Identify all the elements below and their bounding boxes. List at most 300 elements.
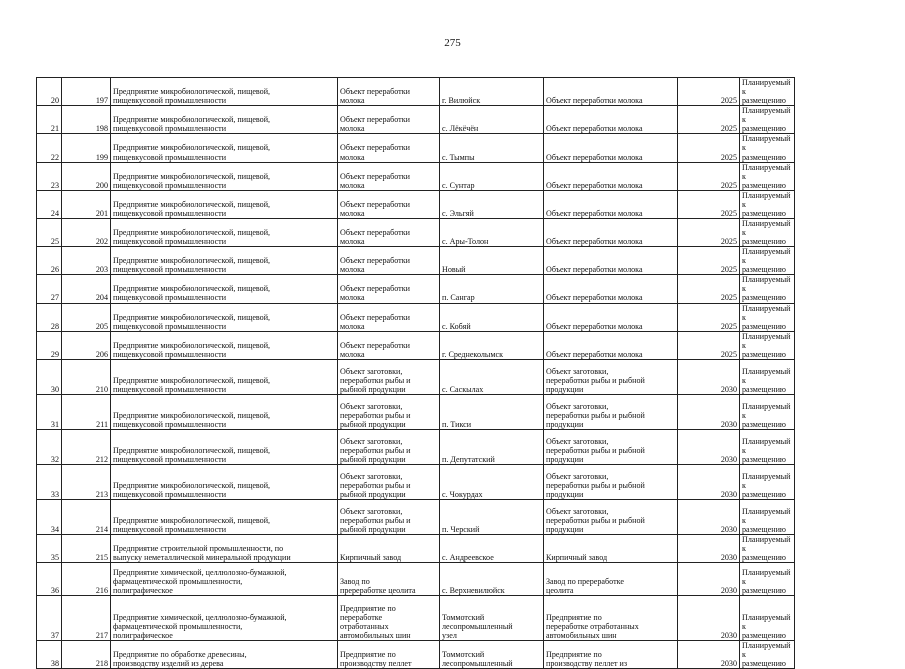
table-row [37, 429, 795, 464]
location-cell [440, 499, 544, 534]
row-number-cell [37, 78, 62, 106]
year-cell [678, 534, 740, 562]
enterprise-type-cell [111, 359, 338, 394]
object-purpose: Объект переработки молока [546, 293, 643, 303]
object-code: 199 [95, 152, 108, 162]
object-purpose: Завод по пререработке цеолита [546, 576, 624, 595]
year: 2025 [720, 293, 737, 303]
status-cell [740, 303, 795, 331]
enterprise-type-cell [111, 563, 338, 596]
status-cell [740, 429, 795, 464]
object-purpose-cell [544, 563, 678, 596]
enterprise-type-cell [111, 641, 338, 669]
object-name-cell [338, 359, 440, 394]
row-number: 34 [50, 524, 59, 534]
table-row [37, 534, 795, 562]
table-row [37, 134, 795, 162]
year-cell [678, 429, 740, 464]
object-purpose: Объект переработки молока [546, 237, 643, 247]
status-cell [740, 247, 795, 275]
row-number: 24 [50, 208, 59, 218]
status-cell [740, 331, 795, 359]
row-number-cell [37, 190, 62, 218]
row-number-cell [37, 641, 62, 669]
location: с. Андреевское [442, 553, 494, 562]
row-number-cell [37, 331, 62, 359]
row-number: 30 [50, 384, 59, 394]
row-number: 33 [50, 489, 59, 499]
object-name-cell [338, 394, 440, 429]
year: 2030 [720, 586, 737, 595]
object-name-cell [338, 429, 440, 464]
object-name-cell [338, 303, 440, 331]
object-code: 218 [95, 659, 108, 669]
enterprise-type: Предприятие микробиологической, пищевой, пищевкусовой промышленности [113, 143, 271, 162]
enterprise-type-cell [111, 78, 338, 106]
table-row [37, 247, 795, 275]
table-row [37, 641, 795, 669]
object-purpose-cell [544, 134, 678, 162]
object-purpose-cell [544, 394, 678, 429]
object-code: 217 [95, 631, 108, 640]
row-number: 36 [50, 586, 59, 595]
object-purpose-cell [544, 534, 678, 562]
status: Планируемый к размещению [742, 218, 791, 247]
year: 2030 [720, 384, 737, 394]
status: Планируемый к размещению [742, 275, 791, 303]
row-number-cell [37, 303, 62, 331]
location: с. Верхневилюйск [442, 586, 505, 595]
status-cell [740, 134, 795, 162]
object-name-cell [338, 641, 440, 669]
year-cell [678, 275, 740, 303]
object-name-cell [338, 464, 440, 499]
year: 2030 [720, 524, 737, 534]
status-cell [740, 563, 795, 596]
enterprise-type-cell [111, 106, 338, 134]
location-cell [440, 303, 544, 331]
status-cell [740, 275, 795, 303]
object-purpose-cell [544, 641, 678, 669]
year-cell [678, 162, 740, 190]
object-purpose: Объект переработки молока [546, 180, 643, 190]
enterprise-type-cell [111, 218, 338, 246]
object-name: Объект переработки молока [340, 284, 410, 303]
object-purpose: Объект переработки молока [546, 124, 643, 134]
object-name-cell [338, 499, 440, 534]
row-number-cell [37, 162, 62, 190]
enterprise-type-cell [111, 331, 338, 359]
object-purpose: Объект переработки молока [546, 265, 643, 275]
location: с. Чокурдах [442, 489, 483, 499]
object-purpose: Объект переработки молока [546, 321, 643, 331]
object-purpose: Кирпичный завод [546, 553, 608, 562]
status: Планируемый к размещению [742, 471, 791, 499]
enterprise-type-cell [111, 394, 338, 429]
location-cell [440, 190, 544, 218]
enterprise-type: Предприятие микробиологической, пищевой, пищевкусовой промышленности [113, 445, 271, 464]
location-cell [440, 331, 544, 359]
object-code-cell [62, 331, 111, 359]
status: Планируемый к размещению [742, 162, 791, 190]
enterprise-type: Предприятие строительной промышленности, по выпуску неметаллической минеральной продукции [113, 543, 291, 562]
enterprise-type-cell [111, 464, 338, 499]
row-number: 23 [50, 180, 59, 190]
object-purpose-cell [544, 162, 678, 190]
location-cell [440, 247, 544, 275]
location-cell [440, 359, 544, 394]
status: Планируемый к размещению [742, 366, 791, 394]
location-cell [440, 218, 544, 246]
object-purpose-cell [544, 303, 678, 331]
object-name: Объект заготовки, переработки рыбы и рыбной продукции [340, 401, 411, 429]
object-code-cell [62, 218, 111, 246]
table-row [37, 499, 795, 534]
row-number: 25 [50, 237, 59, 247]
object-name-cell [338, 275, 440, 303]
year-cell [678, 303, 740, 331]
row-number: 32 [50, 454, 59, 464]
status-cell [740, 534, 795, 562]
location: с. Эльгяй [442, 208, 474, 218]
object-name: Завод по пререработке цеолита [340, 576, 416, 595]
status: Планируемый к размещению [742, 401, 791, 429]
year-cell [678, 464, 740, 499]
object-name-cell [338, 247, 440, 275]
status: Планируемый к размещению [742, 534, 791, 562]
object-name-cell [338, 106, 440, 134]
object-purpose: Предприятие по производству пеллет из [546, 650, 628, 669]
table-row [37, 331, 795, 359]
location-cell [440, 106, 544, 134]
year-cell [678, 218, 740, 246]
enterprise-type: Предприятие микробиологической, пищевой, пищевкусовой промышленности [113, 256, 271, 275]
year: 2030 [720, 631, 737, 640]
object-code: 197 [95, 96, 108, 106]
location-cell [440, 641, 544, 669]
location: Новый [442, 265, 466, 275]
object-code-cell [62, 534, 111, 562]
object-code: 215 [95, 553, 108, 562]
object-code: 204 [95, 293, 108, 303]
object-purpose: Объект переработки молока [546, 96, 643, 106]
table-row [37, 275, 795, 303]
location: п. Сангар [442, 293, 475, 303]
location: с. Сунтар [442, 180, 475, 190]
enterprise-type: Предприятие микробиологической, пищевой, пищевкусовой промышленности [113, 515, 271, 534]
year-cell [678, 641, 740, 669]
table-row [37, 596, 795, 641]
status-cell [740, 359, 795, 394]
year: 2025 [720, 265, 737, 275]
object-name: Кирпичный завод [340, 553, 402, 562]
status-cell [740, 499, 795, 534]
object-purpose: Объект заготовки, переработки рыбы и рыбной продукции [546, 366, 645, 394]
object-name-cell [338, 331, 440, 359]
object-code: 212 [95, 454, 108, 464]
row-number: 26 [50, 265, 59, 275]
enterprise-type-cell [111, 534, 338, 562]
row-number: 35 [50, 553, 59, 562]
object-name: Объект заготовки, переработки рыбы и рыбной продукции [340, 366, 411, 394]
object-purpose-cell [544, 596, 678, 641]
object-name: Предприятие по переработке отработанных автомобильных шин [340, 603, 411, 640]
row-number-cell [37, 134, 62, 162]
enterprise-type-cell [111, 429, 338, 464]
object-name: Объект переработки молока [340, 171, 410, 190]
object-code-cell [62, 106, 111, 134]
location: с. Лёкёчён [442, 124, 479, 134]
object-name-cell [338, 534, 440, 562]
object-name-cell [338, 190, 440, 218]
object-purpose-cell [544, 429, 678, 464]
year-cell [678, 331, 740, 359]
year-cell [678, 563, 740, 596]
year: 2025 [720, 349, 737, 359]
object-code: 213 [95, 489, 108, 499]
object-code: 206 [95, 349, 108, 359]
row-number: 37 [50, 631, 59, 640]
object-code-cell [62, 247, 111, 275]
location: с. Саскылах [442, 384, 484, 394]
status: Планируемый к размещению [742, 641, 791, 669]
object-name: Объект заготовки, переработки рыбы и рыбной продукции [340, 471, 411, 499]
object-code: 211 [96, 419, 108, 429]
location: с. Ары-Толон [442, 237, 489, 247]
table-row [37, 464, 795, 499]
object-name-cell [338, 134, 440, 162]
enterprise-type: Предприятие химической, целлюлозно-бумажной, фармацевтической промышленности, полиграфическое [113, 612, 287, 640]
location-cell [440, 134, 544, 162]
status: Планируемый к размещению [742, 134, 791, 162]
object-code-cell [62, 303, 111, 331]
status: Планируемый к размещению [742, 190, 791, 218]
object-code-cell [62, 78, 111, 106]
enterprise-type: Предприятие химической, целлюлозно-бумажной, фармацевтической промышленности, полиграфическое [113, 567, 287, 595]
location-cell [440, 162, 544, 190]
register-table [36, 77, 795, 669]
enterprise-type: Предприятие микробиологической, пищевой, пищевкусовой промышленности [113, 340, 271, 359]
location-cell [440, 563, 544, 596]
status-cell [740, 641, 795, 669]
object-purpose: Объект заготовки, переработки рыбы и рыбной продукции [546, 471, 645, 499]
year: 2030 [720, 419, 737, 429]
table-row [37, 78, 795, 106]
enterprise-type-cell [111, 162, 338, 190]
location-cell [440, 275, 544, 303]
location: п. Тикси [442, 419, 472, 429]
object-purpose-cell [544, 275, 678, 303]
object-purpose-cell [544, 78, 678, 106]
row-number-cell [37, 429, 62, 464]
row-number-cell [37, 464, 62, 499]
object-name: Объект переработки молока [340, 115, 410, 134]
row-number-cell [37, 563, 62, 596]
object-code-cell [62, 394, 111, 429]
object-name: Предприятие по производству пеллет [340, 650, 412, 669]
object-purpose-cell [544, 464, 678, 499]
enterprise-type-cell [111, 134, 338, 162]
year: 2025 [720, 96, 737, 106]
object-name: Объект переработки молока [340, 256, 410, 275]
table-row [37, 563, 795, 596]
object-name: Объект переработки молока [340, 143, 410, 162]
object-code: 214 [95, 524, 108, 534]
year-cell [678, 394, 740, 429]
register-body [37, 78, 795, 669]
location: Томмотский лесопромышленный узел [442, 612, 513, 640]
object-code-cell [62, 275, 111, 303]
object-name: Объект переработки молока [340, 199, 410, 218]
status: Планируемый к размещению [742, 436, 791, 464]
enterprise-type: Предприятие микробиологической, пищевой, пищевкусовой промышленности [113, 171, 271, 190]
status-cell [740, 190, 795, 218]
year: 2025 [720, 321, 737, 331]
object-code: 203 [95, 265, 108, 275]
table-row [37, 303, 795, 331]
table-row [37, 359, 795, 394]
location: с. Тымпы [442, 152, 475, 162]
location: Томмотский лесопромышленный [442, 650, 513, 669]
object-name: Объект заготовки, переработки рыбы и рыбной продукции [340, 506, 411, 534]
year: 2025 [720, 180, 737, 190]
object-code-cell [62, 429, 111, 464]
year: 2025 [720, 124, 737, 134]
object-code-cell [62, 464, 111, 499]
location: г. Среднеколымск [442, 349, 504, 359]
object-purpose-cell [544, 106, 678, 134]
table-row [37, 106, 795, 134]
status: Планируемый к размещению [742, 612, 791, 640]
object-name: Объект переработки молока [340, 87, 410, 106]
status: Планируемый к размещению [742, 78, 791, 106]
row-number-cell [37, 499, 62, 534]
status-cell [740, 596, 795, 641]
location: п. Депутатский [442, 454, 495, 464]
object-purpose: Объект переработки молока [546, 152, 643, 162]
object-name-cell [338, 162, 440, 190]
status: Планируемый к размещению [742, 247, 791, 275]
object-name-cell [338, 563, 440, 596]
object-code-cell [62, 134, 111, 162]
row-number-cell [37, 275, 62, 303]
location-cell [440, 596, 544, 641]
object-code-cell [62, 596, 111, 641]
year-cell [678, 106, 740, 134]
status: Планируемый к размещению [742, 567, 791, 595]
object-name: Объект переработки молока [340, 312, 410, 331]
object-code-cell [62, 641, 111, 669]
year: 2030 [720, 489, 737, 499]
row-number: 38 [50, 659, 59, 669]
object-code: 201 [95, 208, 108, 218]
year-cell [678, 78, 740, 106]
year: 2025 [720, 237, 737, 247]
location-cell [440, 429, 544, 464]
year-cell [678, 190, 740, 218]
row-number: 20 [50, 96, 59, 106]
object-purpose: Объект заготовки, переработки рыбы и рыбной продукции [546, 436, 645, 464]
year-cell [678, 134, 740, 162]
row-number: 27 [50, 293, 59, 303]
enterprise-type: Предприятие микробиологической, пищевой, пищевкусовой промышленности [113, 228, 271, 247]
row-number-cell [37, 359, 62, 394]
object-name: Объект заготовки, переработки рыбы и рыбной продукции [340, 436, 411, 464]
object-code-cell [62, 499, 111, 534]
location-cell [440, 534, 544, 562]
enterprise-type: Предприятие по обработке древесины, производству изделий из дерева [113, 650, 247, 669]
enterprise-type-cell [111, 499, 338, 534]
enterprise-type-cell [111, 190, 338, 218]
row-number: 29 [50, 349, 59, 359]
object-name-cell [338, 78, 440, 106]
object-code: 200 [95, 180, 108, 190]
row-number-cell [37, 106, 62, 134]
row-number: 28 [50, 321, 59, 331]
object-code: 205 [95, 321, 108, 331]
enterprise-type: Предприятие микробиологической, пищевой, пищевкусовой промышленности [113, 199, 271, 218]
row-number: 31 [50, 419, 59, 429]
table-row [37, 190, 795, 218]
year: 2030 [720, 659, 737, 669]
location-cell [440, 78, 544, 106]
row-number-cell [37, 596, 62, 641]
status: Планируемый к размещению [742, 506, 791, 534]
status-cell [740, 394, 795, 429]
status-cell [740, 78, 795, 106]
table-row [37, 162, 795, 190]
object-code-cell [62, 162, 111, 190]
location: с. Кобяй [442, 321, 471, 331]
object-purpose-cell [544, 499, 678, 534]
object-code: 210 [95, 384, 108, 394]
enterprise-type-cell [111, 275, 338, 303]
year: 2025 [720, 152, 737, 162]
table-row [37, 218, 795, 246]
enterprise-type-cell [111, 247, 338, 275]
object-purpose: Объект заготовки, переработки рыбы и рыбной продукции [546, 401, 645, 429]
enterprise-type: Предприятие микробиологической, пищевой, пищевкусовой промышленности [113, 115, 271, 134]
enterprise-type: Предприятие микробиологической, пищевой, пищевкусовой промышленности [113, 410, 271, 429]
object-name-cell [338, 596, 440, 641]
enterprise-type: Предприятие микробиологической, пищевой, пищевкусовой промышленности [113, 312, 271, 331]
enterprise-type: Предприятие микробиологической, пищевой, пищевкусовой промышленности [113, 375, 271, 394]
location-cell [440, 464, 544, 499]
object-purpose: Объект переработки молока [546, 208, 643, 218]
status-cell [740, 464, 795, 499]
object-purpose: Предприятие по переработке отработанных автомобильных шин [546, 612, 639, 640]
location-cell [440, 394, 544, 429]
object-code: 216 [95, 586, 108, 595]
object-code-cell [62, 190, 111, 218]
status: Планируемый к размещению [742, 106, 791, 134]
enterprise-type: Предприятие микробиологической, пищевой, пищевкусовой промышленности [113, 480, 271, 499]
table-row [37, 394, 795, 429]
year-cell [678, 359, 740, 394]
object-code-cell [62, 563, 111, 596]
object-purpose: Объект заготовки, переработки рыбы и рыбной продукции [546, 506, 645, 534]
object-code-cell [62, 359, 111, 394]
object-code: 198 [95, 124, 108, 134]
object-code: 202 [95, 237, 108, 247]
status-cell [740, 106, 795, 134]
year: 2030 [720, 454, 737, 464]
enterprise-type: Предприятие микробиологической, пищевой, пищевкусовой промышленности [113, 284, 271, 303]
enterprise-type-cell [111, 596, 338, 641]
row-number-cell [37, 534, 62, 562]
object-purpose-cell [544, 190, 678, 218]
object-purpose-cell [544, 218, 678, 246]
